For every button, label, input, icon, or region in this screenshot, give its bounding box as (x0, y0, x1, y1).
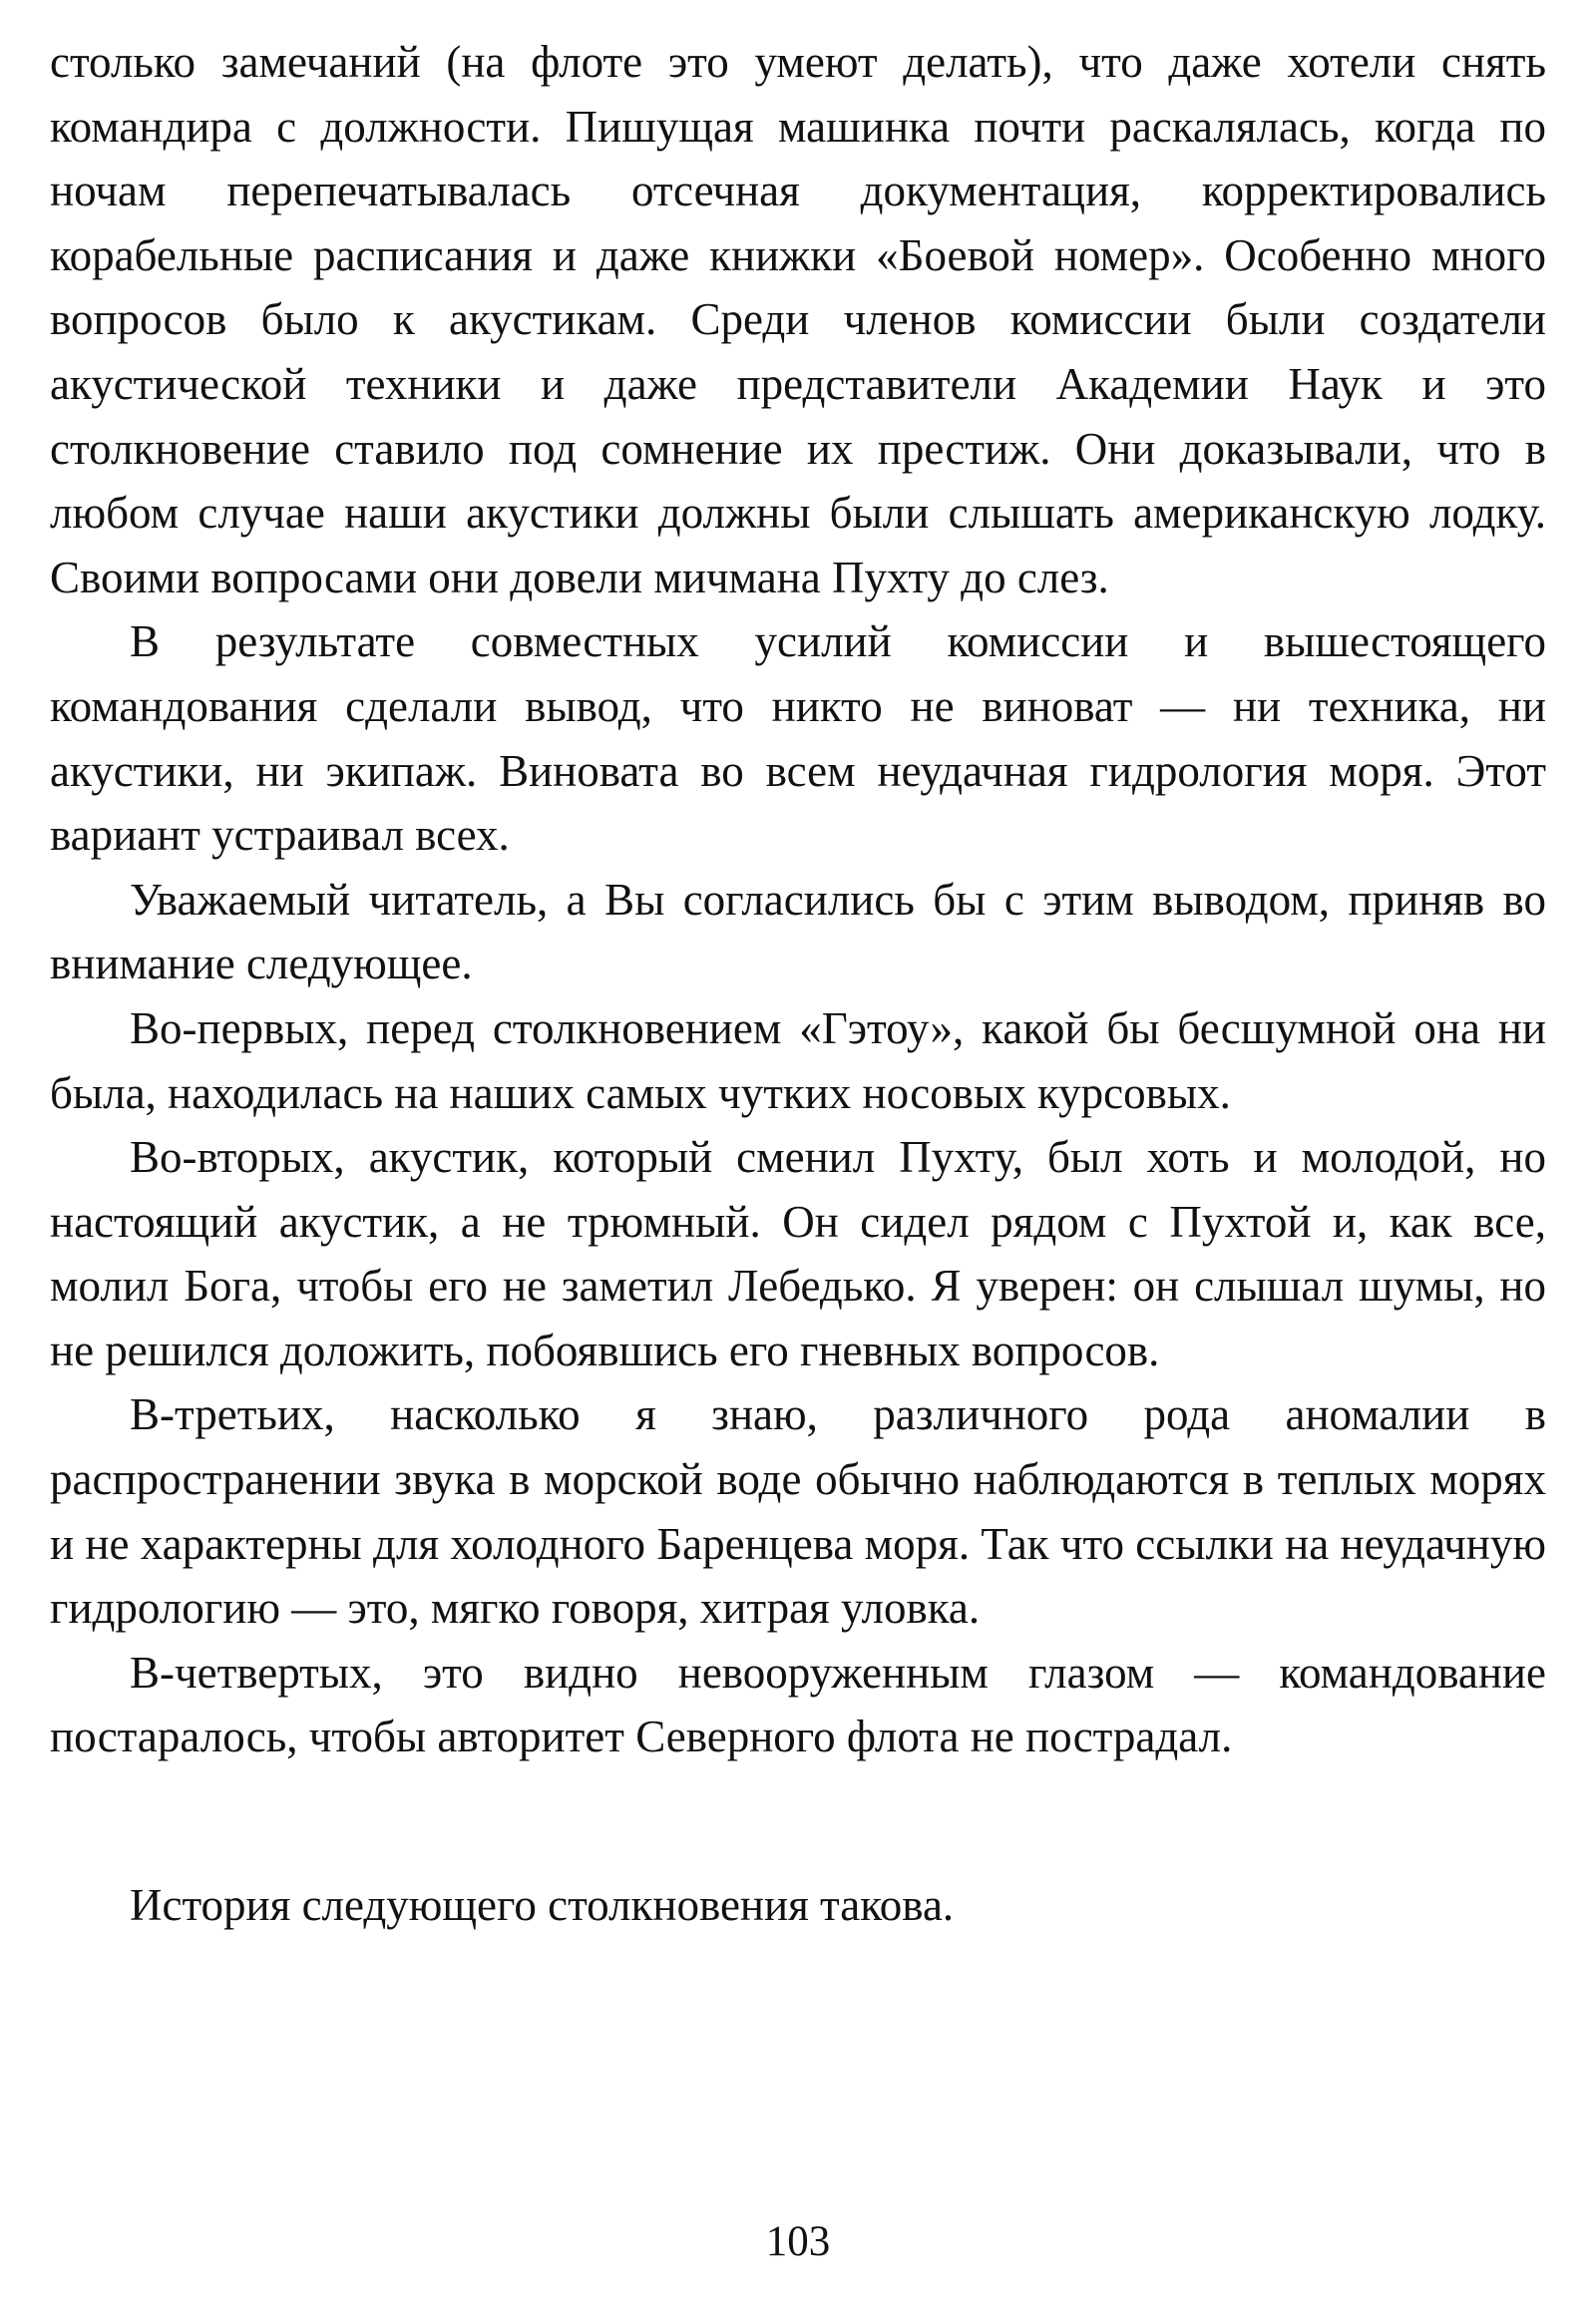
paragraph-reader-question: Уважаемый читатель, а Вы согласились бы с этим выводом, приняв во внимание следующее. (50, 874, 1546, 989)
paragraph-third-point: В-третьих, насколько я знаю, различного рода аномалии в распространении звука в морской воде обычно наблюдаются в теплых морях и не характерны для холодного Баренцева моря. Так что ссылки на неудачную гидрологию — это, мягко говоря, хитрая уловка. (50, 1389, 1546, 1634)
page-number: 103 (765, 2218, 831, 2265)
paragraph-second-point: Во-вторых, акустик, который сменил Пухту, был хоть и молодой, но настоящий акустик, а не трюмный. Он сидел рядом с Пухтой и, как все, молил Бога, чтобы его не заметил Лебедько. Я уверен: он слышал шумы, но не решился доложить, побоявшись его гневных вопросов. (50, 1132, 1546, 1375)
paragraph-first-point: Во-первых, перед столкновением «Гэтоу», какой бы бесшумной она ни была, находилась на наших самых чутких носовых курсовых. (50, 1002, 1546, 1118)
paragraph-continuation: столько замечаний (на флоте это умеют делать), что даже хотели снять командира с должности. Пишущая машинка почти раскалялась, когда по ночам перепечатывалась отсечная документация, корректировались корабельные расписания и даже книжки «Боевой номер». Особенно много вопросов было к акустикам. Среди членов комиссии были создатели акустической техники и даже представители Академии Наук и это столкновение ставило под сомнение их престиж. Они доказывали, что в любом случае наши акустики должны были слышать американскую лодку. Своими вопросами они довели мичмана Пухту до слез. (50, 37, 1546, 602)
paragraph-conclusion: В результате совместных усилий комиссии и вышестоящего командования сделали вывод, что никто не виноват — ни техника, ни акустики, ни экипаж. Виновата во всем неудачная гидрология моря. Этот вариант устраивал всех. (50, 616, 1546, 861)
page-text (50, 30, 1546, 1938)
paragraph-fourth-point: В-четвертых, это видно невооруженным глазом — командование постаралось, чтобы авторитет Северного флота не пострадал. (50, 1647, 1546, 1762)
book-page (50, 30, 1546, 2274)
paragraph-next-collision: История следующего столкновения такова. (130, 1880, 955, 1931)
